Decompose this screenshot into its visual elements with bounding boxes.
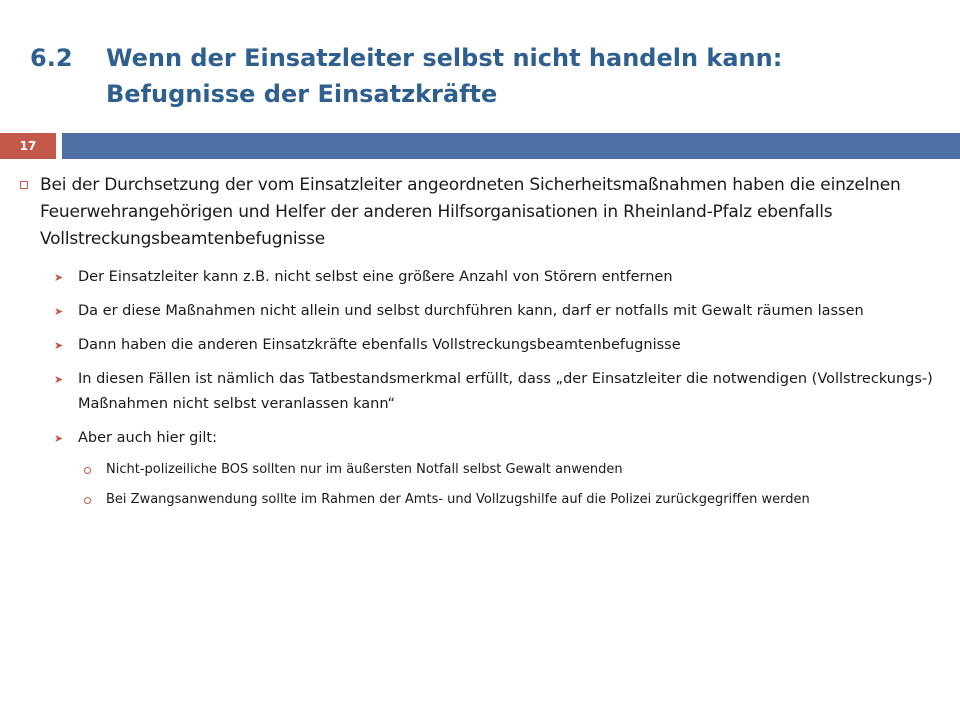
sub-bullet-text: Aber auch hier gilt: bbox=[78, 430, 218, 446]
sub-bullet bbox=[54, 333, 938, 358]
sub-bullet bbox=[54, 299, 938, 324]
arrow-bullet-icon: ➤ bbox=[54, 432, 64, 445]
accent-bar bbox=[62, 133, 960, 159]
arrow-bullet-icon: ➤ bbox=[54, 373, 64, 386]
sub-bullet-text: Dann haben die anderen Einsatzkräfte ebenfalls Vollstreckungsbeamtenbefugnisse bbox=[78, 337, 681, 353]
sub-bullet bbox=[54, 265, 938, 290]
section-number: 6.2 bbox=[30, 44, 73, 72]
sub-bullet-text: Da er diese Maßnahmen nicht allein und selbst durchführen kann, darf er notfalls mit Gewalt räumen lassen bbox=[78, 303, 864, 319]
slide-content bbox=[0, 172, 960, 511]
sub-bullet bbox=[54, 367, 938, 417]
sub-bullet-text: In diesen Fällen ist nämlich das Tatbestandsmerkmal erfüllt, dass „der Einsatzleiter die notwendigen (Vollstreckungs-) Maßnahmen nicht selbst veranlassen kann“ bbox=[78, 371, 933, 412]
title-line-1: Wenn der Einsatzleiter selbst nicht handeln kann: bbox=[106, 44, 783, 72]
sub-sub-bullet bbox=[106, 459, 946, 481]
title-line-2: Befugnisse der Einsatzkräfte bbox=[106, 80, 498, 108]
header-bar bbox=[0, 133, 960, 159]
circle-bullet-icon bbox=[84, 467, 91, 474]
circle-bullet-icon bbox=[84, 497, 91, 504]
arrow-bullet-icon: ➤ bbox=[54, 271, 64, 284]
page-number: 17 bbox=[0, 133, 56, 159]
sub-bullet-text: Der Einsatzleiter kann z.B. nicht selbst eine größere Anzahl von Störern entfernen bbox=[78, 269, 673, 285]
arrow-bullet-icon: ➤ bbox=[54, 305, 64, 318]
sub-sub-bullet-text: Nicht-polizeiliche BOS sollten nur im äußersten Notfall selbst Gewalt anwenden bbox=[106, 462, 623, 477]
sub-bullet bbox=[54, 426, 938, 451]
main-bullet-text: Bei der Durchsetzung der vom Einsatzleiter angeordneten Sicherheitsmaßnahmen haben die einzelnen Feuerwehrangehörigen und Helfer der anderen Hilfsorganisationen in Rheinland-Pfalz ebenfalls Vollstreckungsbeamtenbefugnisse bbox=[40, 175, 901, 249]
sub-sub-bullet-text: Bei Zwangsanwendung sollte im Rahmen der Amts- und Vollzugshilfe auf die Polizei zurückgegriffen werden bbox=[106, 492, 810, 507]
arrow-bullet-icon: ➤ bbox=[54, 339, 64, 352]
main-bullet bbox=[40, 172, 940, 253]
title-text bbox=[106, 40, 906, 112]
square-bullet-icon bbox=[20, 181, 28, 189]
sub-sub-bullet bbox=[106, 489, 946, 511]
